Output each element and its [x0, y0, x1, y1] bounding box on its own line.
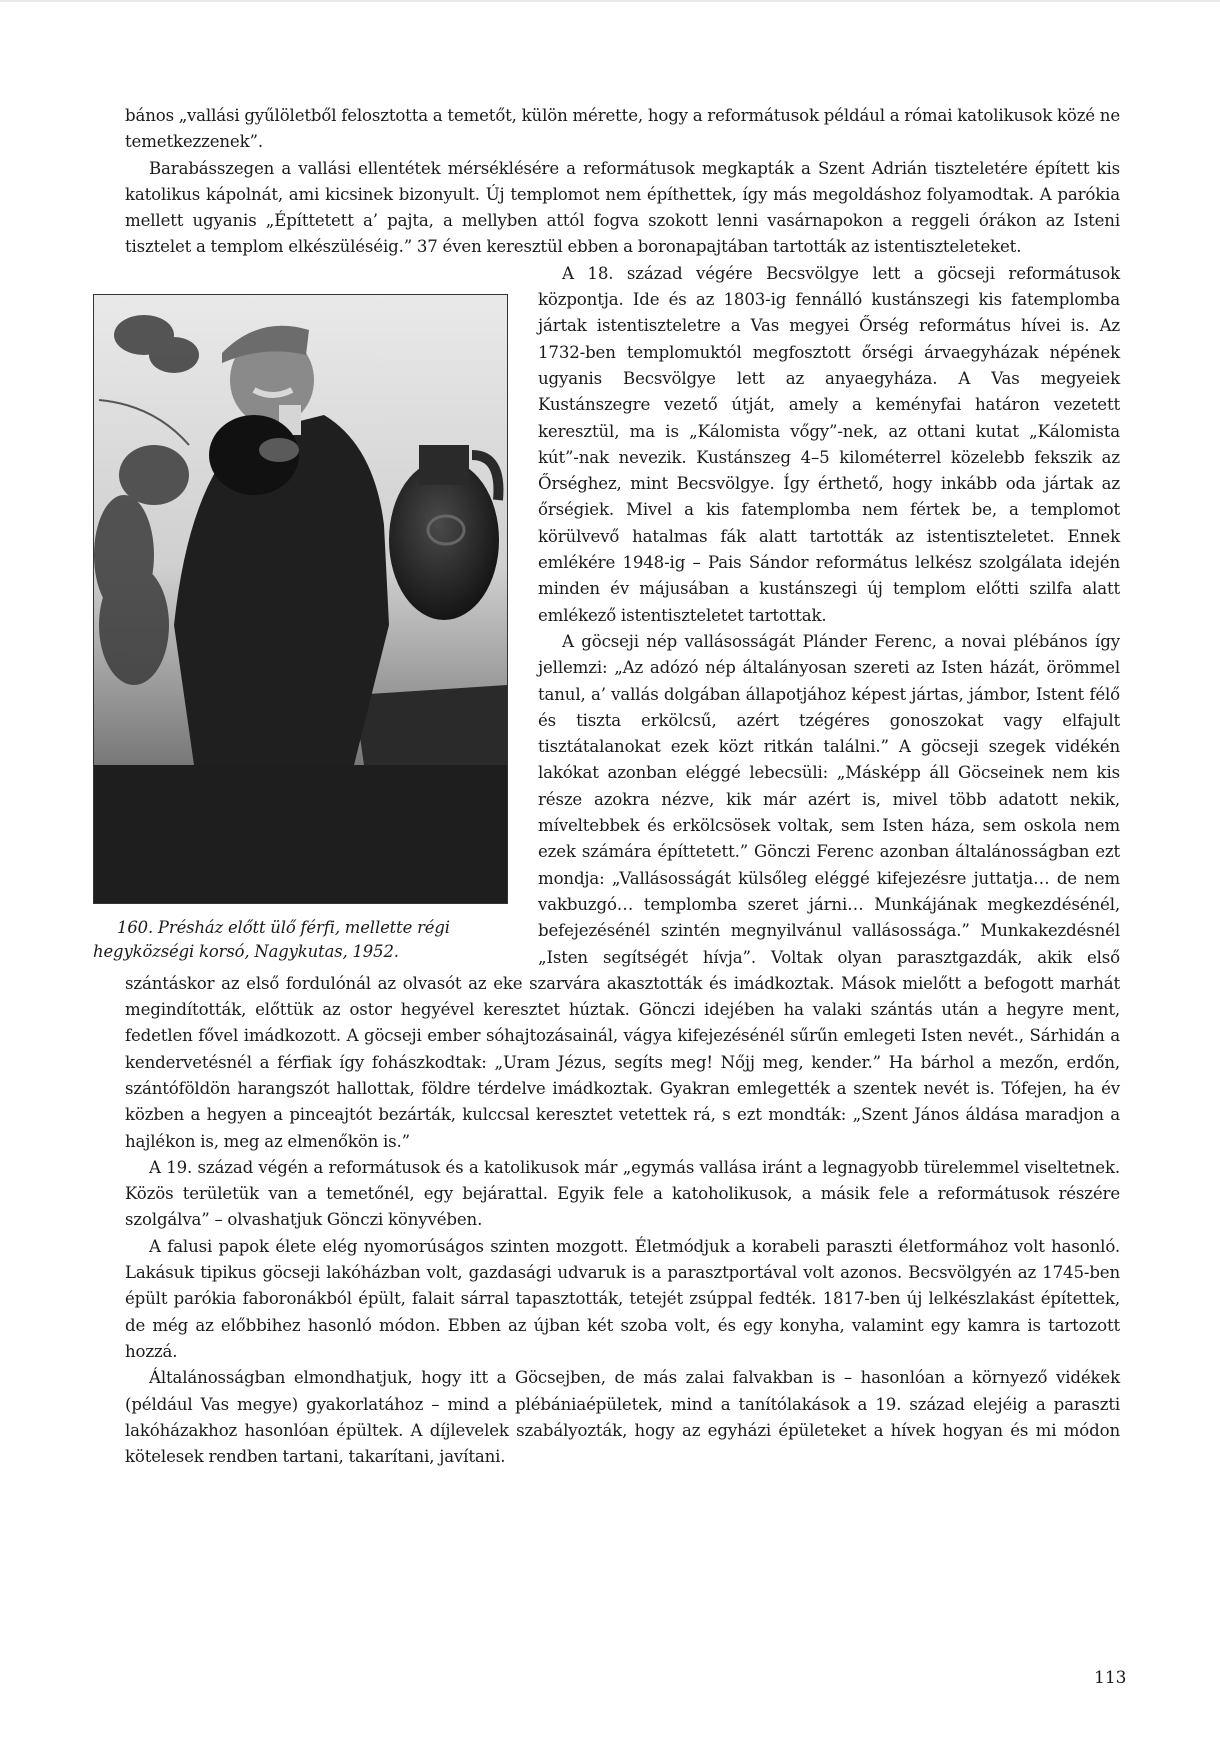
paragraph-text: A 18. század végére Becsvölgye lett a göcseji reformátusok központja. Ide és az 1803-ig fennálló kustánszegi kis fatemplomba jártak istentiszteletre a Vas megyei Őrség református hívei is. Az 1732-ben templomuktól megfosztott őrségi árvaegyházak népének ugyanis Becsvölgye lett az anyaegyháza. A Vas megyeiek Kustánszegre vezető útját, amely a keményfai határon vezetett keresztül, ma is „Kálomista vőgy”-nek, az ottani kutat „Kálomista kút”-nak nevezik. Kustánszeg 4–5 kilométerrel közelebb fekszik az Őrséghez, mint Becsvölgye. Így érthető, hogy inkább oda jártak az őrségiek. Mivel a kis fatemplomba nem fértek be, a templomot körülvevő hatalmas fák alatt tartották az istentiszteletet. Ennek emlékére 1948-ig – Pais Sándor református lelkész szolgálata idején minden év májusában a kustánszegi új templom előtti szilfa alatt emlékező istentiszteletet tartottak. [538, 263, 1120, 625]
photo [93, 294, 508, 904]
paragraph: A 19. század végén a reformátusok és a katolikusok már „egymás vallása iránt a legnagyobb türelemmel viseltetnek. Közös területük van a temetőnél, egy bejárattal. Egyik fele a katoholikusok, a másik fele a reformátusok részére szolgálva” – olvashatjuk Gönczi könyvében. [125, 1157, 1120, 1230]
scan-edge-line [0, 0, 1220, 2]
paragraph: bános „vallási gyűlöletből felosztotta a temetőt, külön mérette, hogy a reformátusok például a római katolikusok közé ne temetkezzenek”. [125, 106, 1120, 152]
figure [93, 294, 508, 964]
paragraph: Barabásszegen a vallási ellentétek mérséklésére a reformátusok megkapták a Szent Adrián tiszteletére épített kis katolikus kápolnát, ami kicsinek bizonyult. Új templomot nem építhettek, így más megoldáshoz folyamodtak. A parókia mellett ugyanis „Építtetett a’ pajta, a mellyben attól fogva szokott lenni vasárnapokon a reggeli órákon az Isteni tisztelet a templom elkészüléséig.” 37 éven keresztül ebben a boronapajtában tartották az istentiszteleteket. [125, 158, 1120, 257]
photo-image [94, 295, 507, 903]
page-body [93, 103, 1120, 1470]
paragraph: Általánosságban elmondhatjuk, hogy itt a Göcsejben, de más zalai falvakban is – hasonlóan a környező vidékek (például Vas megye) gyakorlatához – mind a plébániaépületek, mind a tanítólakások a 19. század elejéig a paraszti lakóházakhoz hasonlóan épültek. A díjlevelek szabályozták, hogy az egyházi épületeket a hívek hogyan és mi módon kötelesek rendben tartani, takarítani, javítani. [125, 1368, 1120, 1467]
paragraph: A falusi papok élete elég nyomorúságos szinten mozgott. Életmódjuk a korabeli paraszti életformához volt hasonló. Lakásuk tipikus göcseji lakóházban volt, gazdasági udvaruk is a parasztportával volt azonos. Becsvölgyén az 1745-ben épült parókia faboronákból épült, falait sárral tapasztották, tetejét zsúppal fedték. 1817-ben új lelkészlakást építettek, de még az előbbihez hasonló módon. Ebben az újban két szoba volt, és egy konyha, valamint egy kamra is tartozott hozzá. [125, 1236, 1120, 1361]
figure-caption: 160. Présház előtt ülő férfi, mellette régi hegyközségi korsó, Nagykutas, 1952. [93, 917, 450, 961]
page-number: 113 [1094, 1668, 1127, 1688]
paragraph: A göcseji nép vallásosságát Plánder Ferenc, a novai plébános így jellemzi: „Az adózó nép általányosan szereti az Isten házát, örömmel tanul, a’ vallás dolgában állapotjához képest jártas, jámbor, Istent félő és tiszta erkölcsű, azért tzégéres gonoszokat vagy elfajult tisztátalanokat ezek közt ritkán találni.” A göcseji szegek vidékén lakókat azonban eléggé lebecsüli: „Másképp áll Göcseinek nem kis része azokra nézve, kik már azért is, mivel több adatott nekik, míveltebbek és erkölcsösek voltak, sem Isten háza, sem oskola nem ezek számára építtetett.” Gönczi Ferenc azonban általánosságban ezt mondja: „Vallásosságát külsőleg eléggé kifejezésre juttatja… de nem vakbuzgó… templomba szeret járni… Munkájának megkezdésénél, befejezésénél szintén megnyilvánul vallásossága.” Munkakezdésnél „Isten segítségét hívja”. Voltak olyan parasztgazdák, akik első szántáskor az első fordulónál az olvasót az eke szarvára akasztották és imádkoztak. Mások mielőtt a befogott marhát megindították, előttük az ostor hegyével keresztet húztak. Gönczi idejében ha valaki szántás után a hegyre ment, fedetlen fővel imádkozott. A göcseji ember sóhajtozásainál, vágya kifejezésénél sűrűn emlegeti Isten nevét., Sárhidán a kendervetésnél a férfiak így fohászkodtak: „Uram Jézus, segíts meg! Nőjj meg, kender.” Ha bárhol a mezőn, erdőn, szántóföldön harangszót hallottak, földre térdelve imádkoztak. Gyakran emlegették a szentek nevét is. Tófejen, ha év közben a hegyen a pinceajtót bezárták, kulccsal keresztet vetettek rá, s ezt mondták: „Szent János áldása maradjon a hajlékon is, meg az elmenőkön is.” [125, 631, 1120, 1151]
